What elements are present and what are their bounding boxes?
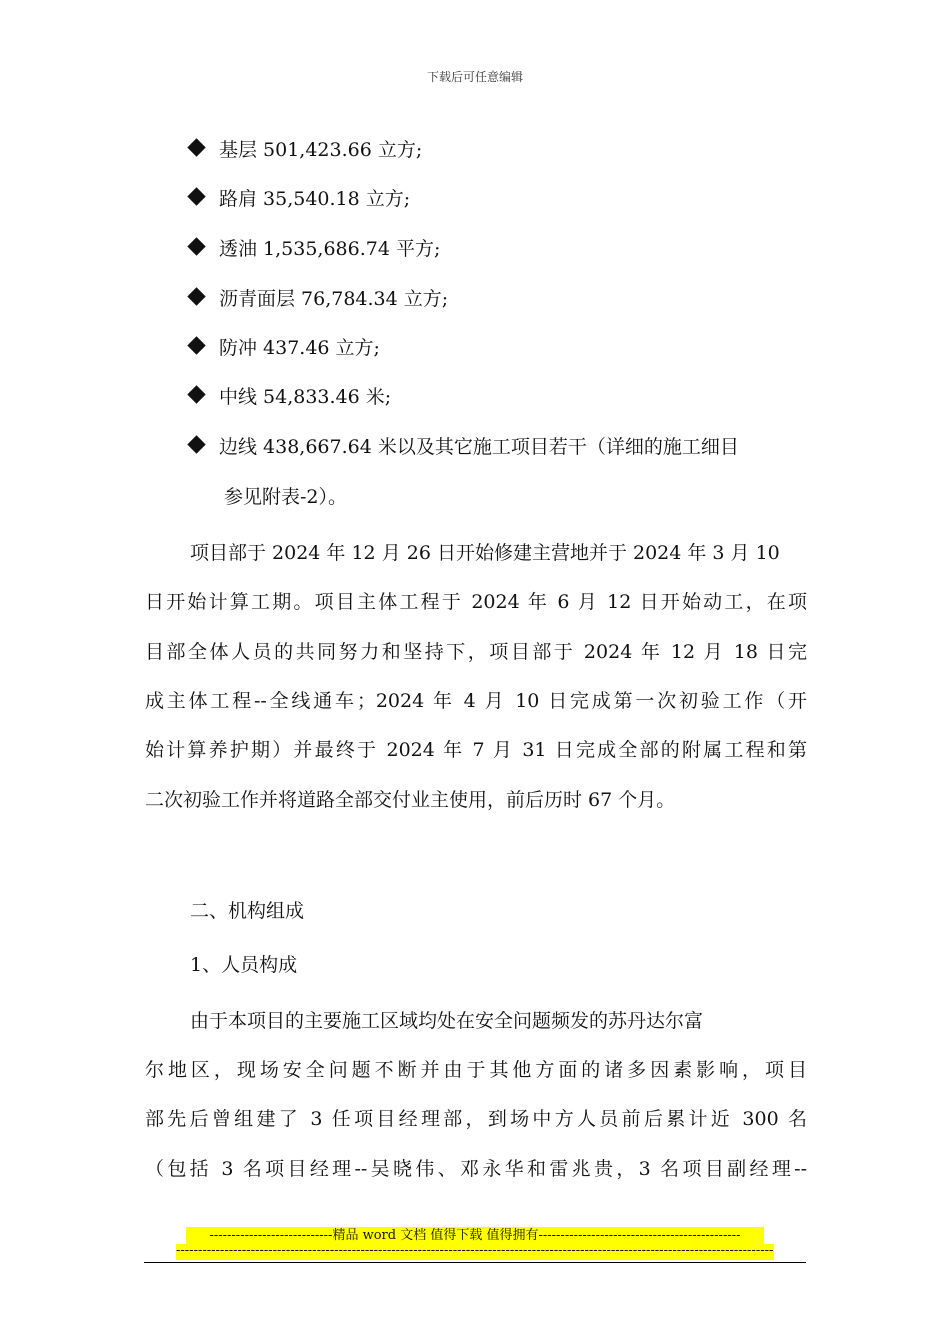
list-item-text: 透油 1,535,686.74 平方; [219,238,441,260]
paragraph-line: 成主体工程--全线通车；2024 年 4 月 10 日完成第一次初验工作（开 [145,690,807,712]
paragraph-line: 始计算养护期）并最终于 2024 年 7 月 31 日完成全部的附属工程和第 [145,739,807,761]
footer-dash-line: ---------------------------------------------------------------------------------------------------------------------------------------- [176,1244,774,1258]
list-item [190,335,380,361]
list-item [190,186,410,212]
list-item-text: 防冲 437.46 立方; [219,337,380,359]
list-item [190,236,440,262]
diamond-bullet-icon [187,385,205,403]
paragraph-line: 二次初验工作并将道路全部交付业主使用，前后历时 67 个月。 [145,789,676,811]
list-item [190,137,422,163]
list-item [190,384,391,410]
paragraph-line: （包括 3 名项目经理--吴晓伟、邓永华和雷兆贵，3 名项目副经理-- [145,1158,807,1180]
list-item-text: 沥青面层 76,784.34 立方; [219,288,449,310]
list-item-text: 路肩 35,540.18 立方; [219,188,411,210]
page-header: 下载后可任意编辑 [426,70,523,84]
footer-banner: ----------------------------精品 word 文档 值得下载 值得拥有---------------------------------------------- [186,1227,764,1244]
diamond-bullet-icon [187,287,205,305]
diamond-bullet-icon [187,187,205,205]
footer-rule [144,1262,806,1263]
paragraph-line: 尔地区，现场安全问题不断并由于其他方面的诸多因素影响，项目 [145,1059,807,1081]
diamond-bullet-icon [187,237,205,255]
section-heading: 二、机构组成 [190,900,305,922]
diamond-bullet-icon [187,138,205,156]
paragraph-line: 项目部于 2024 年 12 月 26 日开始修建主营地并于 2024 年 3 月 10 [190,542,780,564]
list-item-continuation: 参见附表-2）。 [224,486,348,508]
list-item [190,434,739,460]
diamond-bullet-icon [187,435,205,453]
list-item-text: 基层 501,423.66 立方; [219,139,423,161]
list-item [190,286,448,312]
list-item-text: 边线 438,667.64 米以及其它施工项目若干（详细的施工细目 [219,436,739,458]
paragraph-line: 目部全体人员的共同努力和坚持下，项目部于 2024 年 12 月 18 日完 [145,641,807,663]
paragraph-line: 日开始计算工期。项目主体工程于 2024 年 6 月 12 日开始动工，在项 [145,591,807,613]
diamond-bullet-icon [187,336,205,354]
list-item-text: 中线 54,833.46 米; [219,386,392,408]
subsection-heading: 1、人员构成 [190,954,298,976]
paragraph-line: 部先后曾组建了 3 任项目经理部，到场中方人员前后累计近 300 名 [145,1108,807,1130]
paragraph-line: 由于本项目的主要施工区域均处在安全问题频发的苏丹达尔富 [190,1010,704,1032]
